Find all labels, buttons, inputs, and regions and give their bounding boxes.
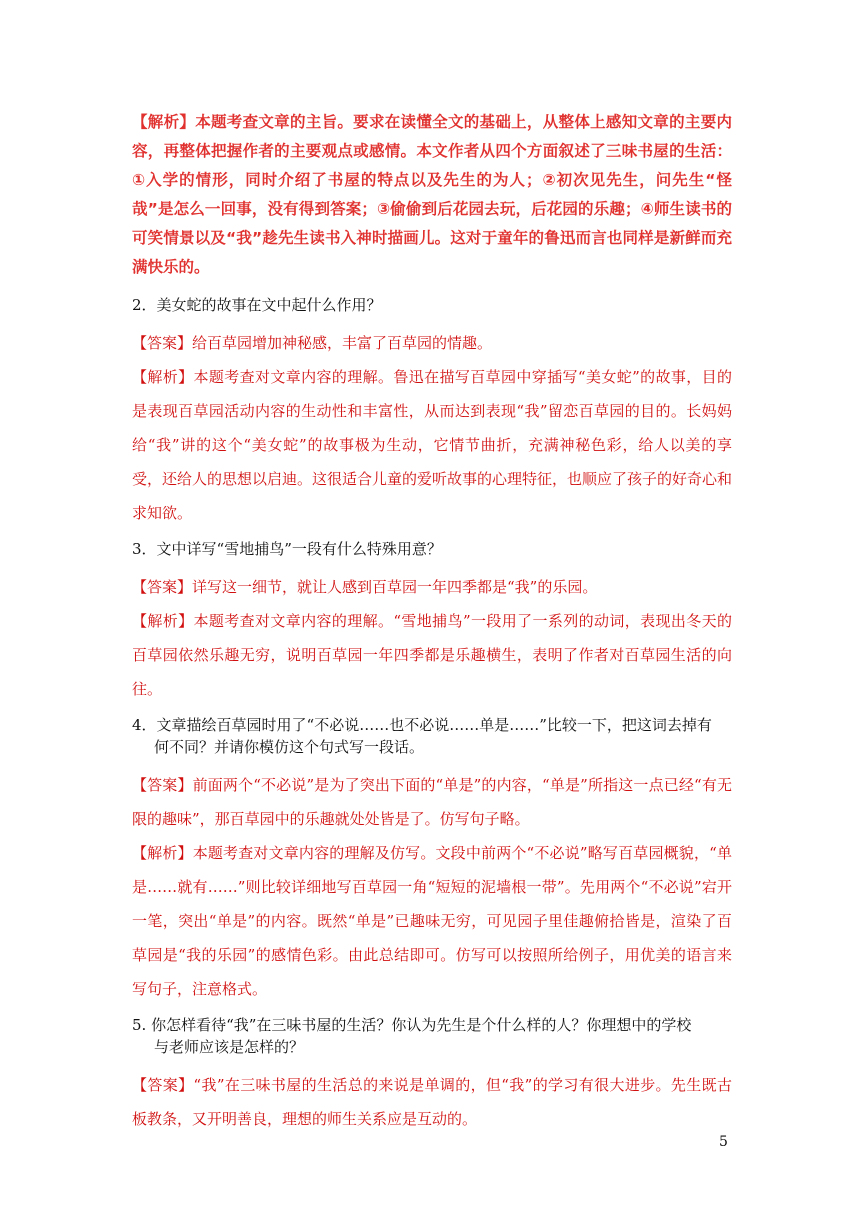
- top-analysis-image-text: 【解析】本题考查文章的主旨。要求在读懂全文的基础上，从整体上感知文章的主要内容，再整体把握作者的主要观点或感情。本文作者从四个方面叙述了三味书屋的生活：①入学的情形，同时介绍了书屋的特点以及先生的为人；②初次见先生，问先生“怪哉”是怎么一回事，没有得到答案；③偷偷到后花园去玩，后花园的乐趣；④师生读书的可笑情景以及“我”趁先生读书入神时描画儿。这对于童年的鲁迅而言也同样是新鲜而充满快乐的。: [132, 113, 732, 276]
- question-4-line2: 何不同？并请你模仿这个句式写一段话。: [154, 738, 425, 756]
- question-4-analysis: 【解析】本题考查对文章内容的理解及仿写。文段中前两个“不必说”略写百草园概貌，“单是……就有……”则比较详细地写百草园一角“短短的泥墙根一带”。先用两个“不必说”宕开一笔，突出“单是”的内容。既然“单是”已趣味无穷，可见园子里佳趣俯拾皆是，渲染了百草园是“我的乐园”的感情色彩。由此总结即可。仿写可以按照所给例子，用优美的语言来写句子，注意格式。: [132, 844, 732, 998]
- question-4-text: [132, 714, 732, 758]
- page-number: 5: [719, 1134, 728, 1150]
- question-2-line1: 2．美女蛇的故事在文中起什么作用？: [132, 296, 382, 314]
- question-3-line1: 3．文中详写“雪地捕鸟”一段有什么特殊用意？: [132, 540, 442, 558]
- page-content: [132, 108, 732, 1144]
- question-5-answer: 【答案】“我”在三味书屋的生活总的来说是单调的，但“我”的学习有很大进步。先生既古板教条，又开明善良，理想的师生关系应是互动的。: [132, 1076, 732, 1128]
- question-3-analysis: 【解析】本题考查对文章内容的理解。“雪地捕鸟”一段用了一系列的动词，表现出冬天的百草园依然乐趣无穷，说明百草园一年四季都是乐趣横生，表明了作者对百草园生活的向往。: [132, 612, 732, 698]
- question-3-answer: 【答案】详写这一细节，就让人感到百草园一年四季都是“我”的乐园。: [132, 578, 598, 596]
- question-4-answer: 【答案】前面两个“不必说”是为了突出下面的“单是”的内容，“单是”所指这一点已经“有无限的趣味”，那百草园中的乐趣就处处皆是了。仿写句子略。: [132, 776, 732, 828]
- question-block-3: [132, 538, 732, 706]
- question-block-4: [132, 714, 732, 1006]
- question-block-2: [132, 294, 732, 530]
- question-2-text: [132, 294, 732, 316]
- question-5-line2: 与老师应该是怎样的？: [154, 1038, 305, 1056]
- question-3-text: [132, 538, 732, 560]
- question-block-5: [132, 1014, 732, 1136]
- question-2-answer: 【答案】给百草园增加神秘感，丰富了百草园的情趣。: [132, 334, 493, 352]
- question-4-line1: 4．文章描绘百草园时用了“不必说……也不必说……单是……”比较一下，把这词去掉有: [132, 716, 712, 734]
- question-5-text: [132, 1014, 732, 1058]
- question-5-line1: 5. 你怎样看待“我”在三味书屋的生活？你认为先生是个什么样的人？你理想中的学校: [132, 1016, 692, 1034]
- question-2-analysis: 【解析】本题考查对文章内容的理解。鲁迅在描写百草园中穿插写“美女蛇”的故事，目的是表现百草园活动内容的生动性和丰富性，从而达到表现“我”留恋百草园的目的。长妈妈给“我”讲的这个“美女蛇”的故事极为生动，它情节曲折，充满神秘色彩，给人以美的享受，还给人的思想以启迪。这很适合儿童的爱听故事的心理特征，也顺应了孩子的好奇心和求知欲。: [132, 368, 733, 522]
